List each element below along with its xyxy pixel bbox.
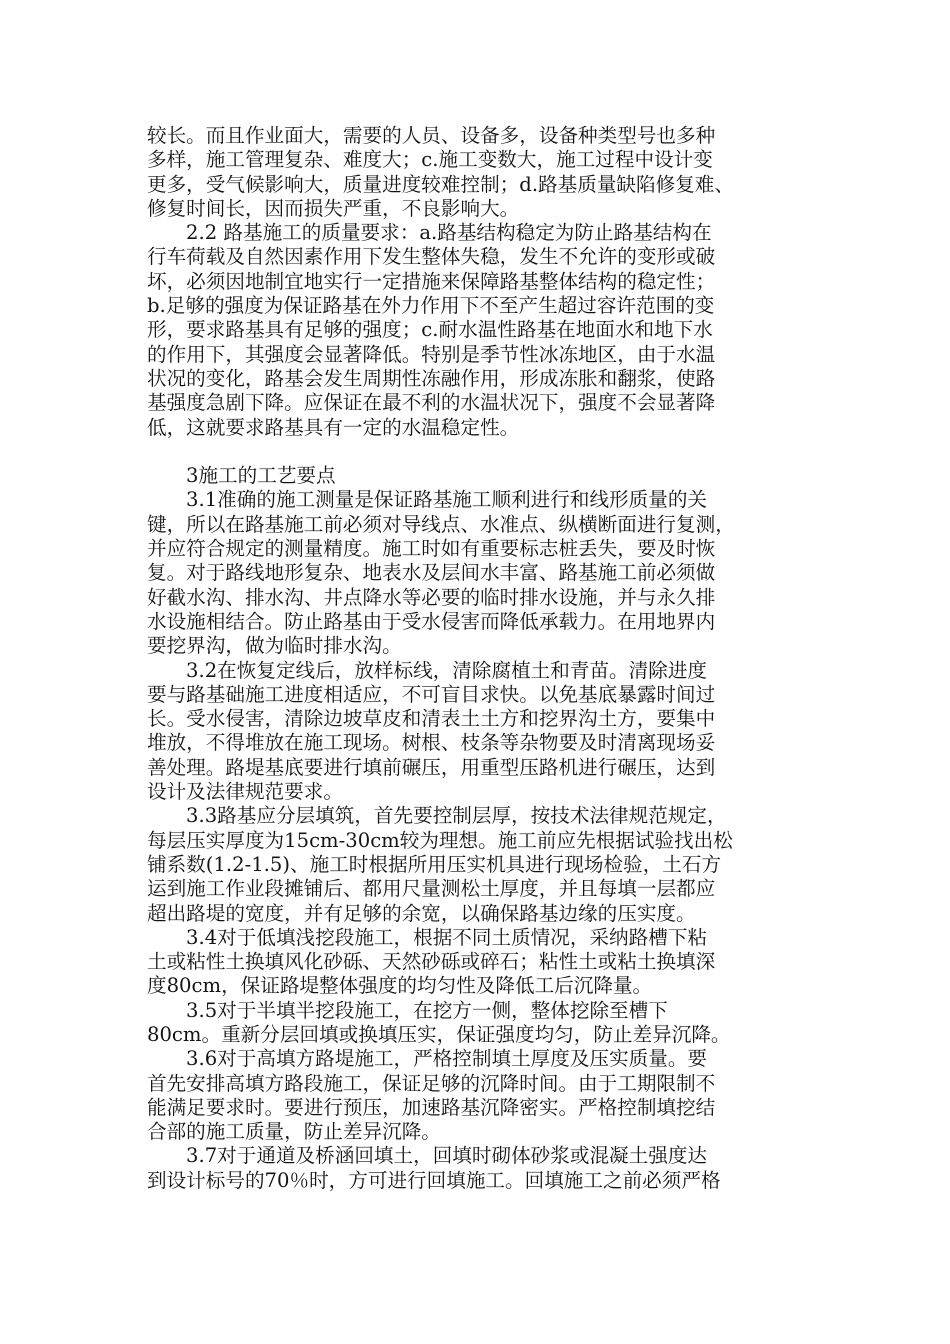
text-line: 2.2 路基施工的质量要求：a.路基结构稳定为防止路基结构在: [186, 221, 712, 245]
text-line: 设计及法律规范要求。: [147, 780, 343, 804]
text-line: 行车荷载及自然因素作用下发生整体失稳，发生不允许的变形或破: [147, 245, 716, 269]
text-line: 3.3路基应分层填筑，首先要控制层厚，按技术法律规范规定，: [186, 804, 727, 828]
text-line: 每层压实厚度为15cm-30cm较为理想。施工前应先根据试验找出松: [147, 828, 733, 852]
paragraph: [147, 1144, 807, 1193]
text-line: 3施工的工艺要点: [186, 464, 336, 488]
text-line: 长。受水侵害，清除边坡草皮和清表土土方和挖界沟土方，要集中: [147, 707, 716, 731]
text-line: 土或粘性土换填风化砂砾、天然砂砾或碎石；粘性土或粘土换填深: [147, 950, 716, 974]
text-line: 修复时间长，因而损失严重，不良影响大。: [147, 196, 520, 220]
text-line: 复。对于路线地形复杂、地表水及层间水丰富、路基施工前必须做: [147, 561, 716, 585]
text-line: 运到施工作业段摊铺后、都用尺量测松土厚度，并且每填一层都应: [147, 877, 716, 901]
text-line: 度80cm，保证路堤整体强度的均匀性及降低工后沉降量。: [147, 974, 653, 998]
text-line: 到设计标号的70％时，方可进行回填施工。回填施工之前必须严格: [147, 1168, 721, 1192]
text-line: 堆放，不得堆放在施工现场。树根、枝条等杂物要及时清离现场妥: [147, 731, 716, 755]
text-line: 好截水沟、排水沟、井点降水等必要的临时排水设施，并与永久排: [147, 585, 716, 609]
text-line: 3.4对于低填浅挖段施工，根据不同土质情况，采纳路槽下粘: [186, 925, 708, 949]
text-line: b.足够的强度为保证路基在外力作用下不至产生超过容许范围的变: [147, 294, 715, 318]
text-line: 低，这就要求路基具有一定的水温稳定性。: [147, 415, 520, 439]
text-line: 3.2在恢复定线后，放样标线，清除腐植土和青苗。清除进度: [186, 658, 708, 682]
text-line: 较长。而且作业面大，需要的人员、设备多，设备种类型号也多种: [147, 124, 716, 147]
text-line: 坏，必须因地制宜地实行一定措施来保障路基整体结构的稳定性；: [147, 269, 716, 293]
paragraph: [147, 926, 807, 999]
text-line: 更多，受气候影响大，质量进度较难控制；d.路基质量缺陷修复难、: [147, 172, 734, 196]
text-line: 状况的变化，路基会发生周期性冻融作用，形成冻胀和翻浆，使路: [147, 366, 716, 390]
text-line: 铺系数(1.2-1.5)、施工时根据所用压实机具进行现场检验，土石方: [147, 852, 722, 876]
paragraph: [147, 999, 807, 1048]
paragraph: [147, 124, 807, 221]
text-line: 3.1准确的施工测量是保证路基施工顺利进行和线形质量的关: [186, 488, 708, 512]
text-line: 合部的施工质量，防止差异沉降。: [147, 1120, 441, 1144]
text-line: 3.6对于高填方路堤施工，严格控制填土厚度及压实质量。要: [186, 1047, 708, 1071]
section-heading: [147, 464, 807, 488]
text-line: 超出路堤的宽度，并有足够的余宽，以确保路基边缘的压实度。: [147, 901, 696, 925]
text-line: 80cm。重新分层回填或换填压实，保证强度均匀，防止差异沉降。: [147, 1022, 731, 1046]
text-line: 能满足要求时。要进行预压，加速路基沉降密实。严格控制填挖结: [147, 1095, 716, 1119]
text-line: 要挖界沟，做为临时排水沟。: [147, 634, 402, 658]
paragraph: [147, 1047, 807, 1144]
text-line: 键，所以在路基施工前必须对导线点、水准点、纵横断面进行复测，: [147, 512, 735, 536]
document-body: [147, 124, 807, 1193]
paragraph: [147, 804, 807, 925]
text-line: 首先安排高填方路段施工，保证足够的沉降时间。由于工期限制不: [147, 1071, 716, 1095]
text-line: 并应符合规定的测量精度。施工时如有重要标志桩丢失，要及时恢: [147, 537, 716, 561]
text-line: 3.5对于半填半挖段施工，在挖方一侧，整体挖除至槽下: [186, 998, 668, 1022]
paragraph-gap: [147, 440, 807, 464]
text-line: 善处理。路堤基底要进行填前碾压，用重型压路机进行碾压，达到: [147, 755, 716, 779]
text-line: 形，要求路基具有足够的强度；c.耐水温性路基在地面水和地下水: [147, 318, 713, 342]
paragraph: [147, 659, 807, 805]
text-line: 基强度急剧下降。应保证在最不利的水温状况下，强度不会显著降: [147, 391, 716, 415]
text-line: 3.7对于通道及桥涵回填土，回填时砌体砂浆或混凝土强度达: [186, 1144, 708, 1168]
text-line: 要与路基础施工进度相适应，不可盲目求快。以免基底暴露时间过: [147, 682, 716, 706]
paragraph: [147, 488, 807, 658]
paragraph: [147, 221, 807, 440]
text-line: 多样，施工管理复杂、难度大；c.施工变数大，施工过程中设计变: [147, 148, 713, 172]
text-line: 水设施相结合。防止路基由于受水侵害而降低承载力。在用地界内: [147, 609, 716, 633]
text-line: 的作用下，其强度会显著降低。特别是季节性冰冻地区，由于水温: [147, 342, 716, 366]
